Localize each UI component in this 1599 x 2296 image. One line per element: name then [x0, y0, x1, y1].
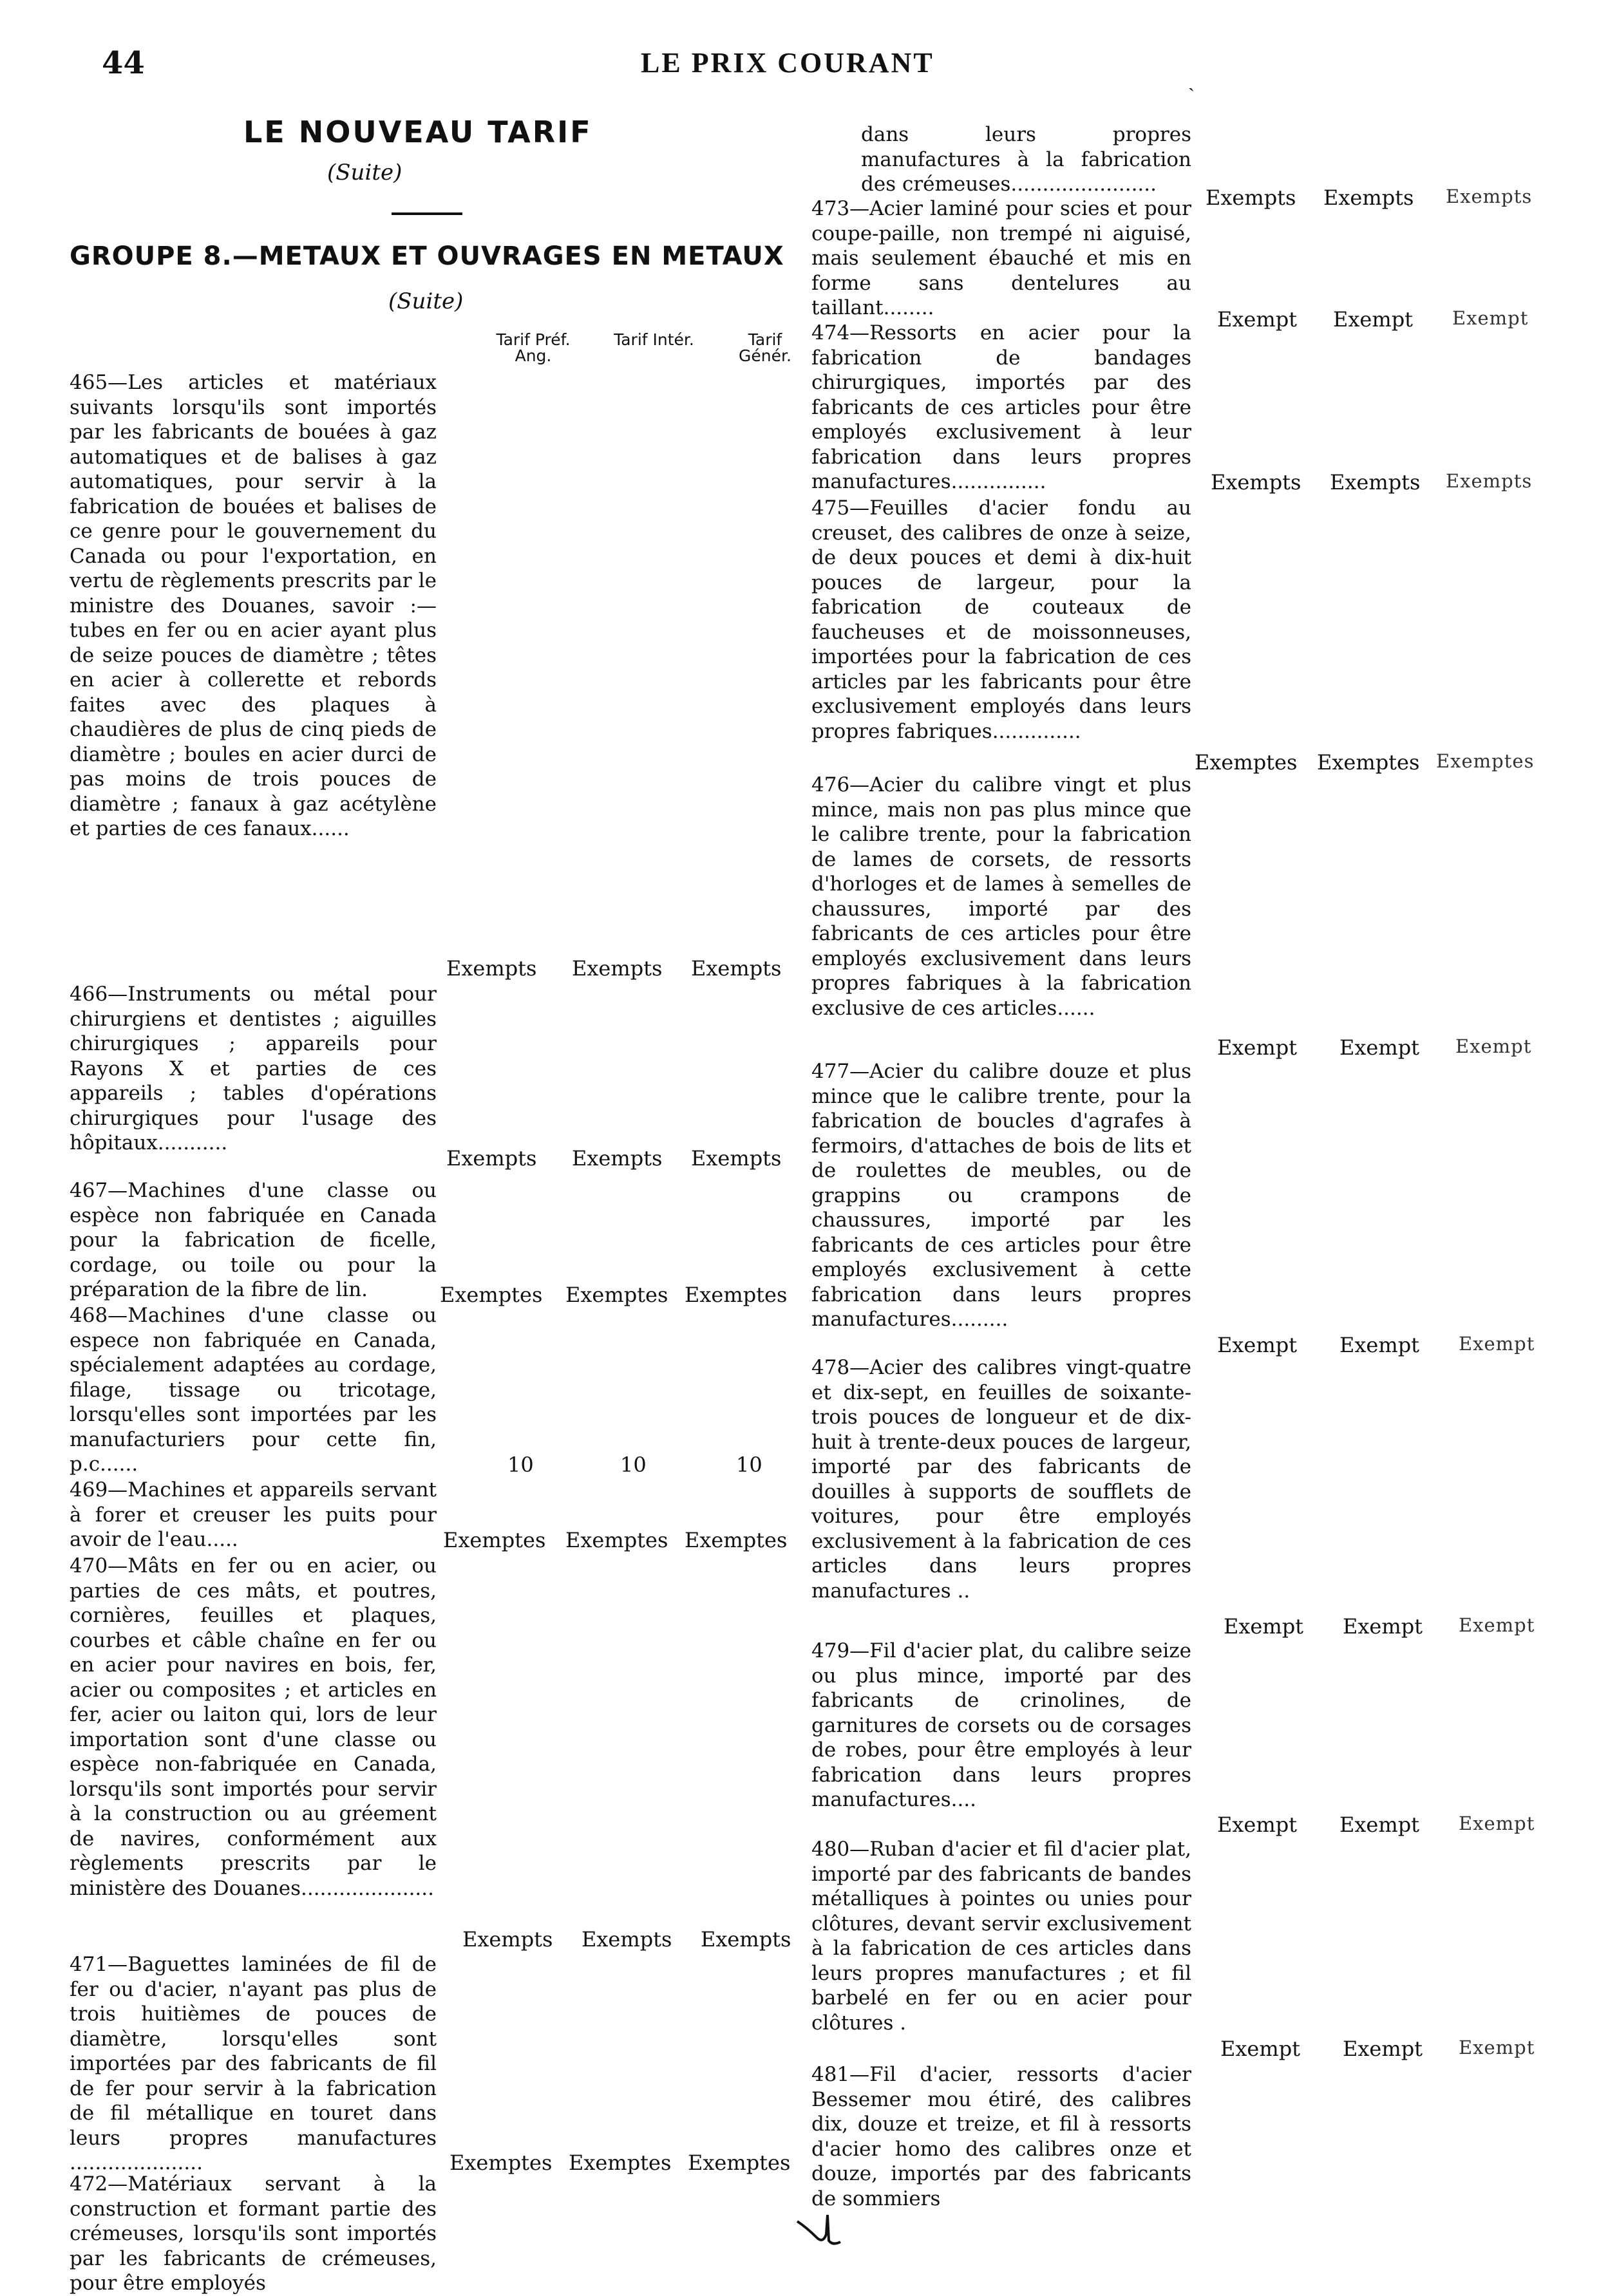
- entry-text: 477—Acier du calibre douze et plus mince que le calibre trente, pour la fabrication de boucles d'agrafes à fermoirs, d'attaches de bois de lits et de roulettes de meubles, ou de grappins ou crampons de chaussures, importé par les fabricants de ces articles pour être employés exclusivement à cette fabrication dans leurs propres manufactures.........: [811, 1060, 1191, 1331]
- rate-pref: Exempts: [462, 1927, 553, 1952]
- rate-inter: Exemptes: [565, 1283, 668, 1307]
- rate-pref: Exempts: [446, 1146, 537, 1171]
- running-head: LE PRIX COURANT: [641, 47, 934, 79]
- rate-pref: Exempts: [1211, 470, 1301, 494]
- rate-gener: Exempt: [1459, 2037, 1535, 2058]
- rate-gener: Exemptes: [685, 1528, 788, 1552]
- rate-gener: Exempt: [1459, 1614, 1535, 1636]
- entry-text: 479—Fil d'acier plat, du calibre seize ou plus mince, importé par des fabricants de crinolines, de garnitures de corsets ou de corsages de robes, pour être employés à leur fabrication dans leurs propres manufactures....: [811, 1639, 1191, 1811]
- rate-gener: Exemptes: [685, 1283, 788, 1307]
- rate-inter: Exempt: [1343, 1614, 1423, 1639]
- section-title: LE NOUVEAU TARIF: [243, 115, 592, 149]
- left-column: [70, 109, 797, 2295]
- rate-gener: Exempts: [1446, 185, 1533, 207]
- entry-text: 466—Instruments ou métal pour chirurgiens et dentistes ; aiguilles chirurgiques ; appareils pour Rayons X et parties de ces appareils ; tables d'opérations chirurgiques pour l'usage des hôpitaux...........: [70, 983, 437, 1154]
- entry-text: 475—Feuilles d'acier fondu au creuset, des calibres de onze à seize, de deux pouces et demi à dix-huit pouces de largeur, pour la fabrication de couteaux de faucheuses et de moissonneuses, importées pour la fabrication de ces articles par les fabricants pour être exclusivement employés dans leurs propres fabriques..............: [811, 496, 1191, 743]
- rate-gener: Exemptes: [1436, 750, 1535, 772]
- entry-text: 472—Matériaux servant à la construction et formant partie des crémeuses, lorsqu'ils sont importés par les fabricants de crémeuses, pour être employés: [70, 2172, 437, 2295]
- rate-gener: Exempts: [701, 1927, 791, 1952]
- rate-gener: Exempt: [1459, 1333, 1535, 1355]
- entry-text: 470—Mâts en fer ou en acier, ou parties de ces mâts, et poutres, cornières, feuilles et plaques, courbes et câble chaîne en fer ou en acier pour navires en bois, fer, acier ou composites ; et articles en fer, acier ou laiton qui, lors de leur importation sont d'une classe ou espèce non-fabriquée en Canada, lorsqu'ils sont importés pour servir à la construction ou au gréement de navires, conformément aux règlements prescrits par le ministère des Douanes.....................: [70, 1554, 437, 1900]
- right-column: [811, 109, 1584, 2234]
- entry-text: 476—Acier du calibre vingt et plus mince, mais non pas plus mince que le calibre trente, pour la fabrication de lames de corsets, de ressorts d'horloges et de lames à semelles de chaussures, importé par des fabricants de ces articles pour être employés exclusivement dans leurs propres fabriques à la fabrication exclusive de ces articles......: [811, 773, 1191, 1020]
- rate-inter: Exempts: [572, 1146, 663, 1171]
- rate-inter: Exemptes: [569, 2150, 672, 2175]
- group-suite: (Suite): [388, 288, 464, 314]
- entry-text: 468—Machines d'une classe ou espece non fabriquée en Canada, spécialement adaptées au cordage, filage, tissage ou tricotage, lorsqu'elles sont importées par les manufacturiers pour cette fin, p.c......: [70, 1304, 437, 1476]
- rate-pref: Exempt: [1224, 1614, 1304, 1639]
- rate-pref: Exempts: [1206, 185, 1296, 210]
- rate-gener: Exempts: [1446, 470, 1533, 492]
- rate-pref: Exemptes: [1195, 750, 1298, 775]
- rate-pref: Exempt: [1217, 1812, 1298, 1837]
- page-number: 44: [102, 45, 145, 81]
- entry-text: 471—Baguettes laminées de fil de fer ou d'acier, n'ayant pas plus de trois huitièmes de pouces de diamètre, lorsqu'elles sont importées par des fabricants de fil de fer pour servir à la fabrication de fil métallique en touret dans leurs propres manufactures .....................: [70, 1953, 437, 2174]
- rate-gener: 10: [736, 1453, 762, 1477]
- rate-pref: 10: [507, 1453, 534, 1477]
- rate-pref: Exemptes: [449, 2150, 553, 2175]
- entry-text: 481—Fil d'acier, ressorts d'acier Bessemer mou étiré, des calibres dix, douze et treize, et fil à ressorts d'acier homo des calibres onze et douze, importés par des fabricants de sommiers: [811, 2063, 1191, 2210]
- rate-pref: Exempt: [1217, 1035, 1298, 1060]
- entry-text: 473—Acier laminé pour scies et pour coupe-paille, non trempé ni aiguisé, mais seulement ébauché et mis en forme sans dentelures au taillant........: [811, 197, 1191, 319]
- header-tarif-pref: Tarif Préf. Ang.: [496, 330, 571, 365]
- rate-gener: Exempt: [1459, 1812, 1535, 1834]
- rate-inter: Exempt: [1343, 2037, 1423, 2061]
- rate-inter: Exempt: [1333, 307, 1414, 332]
- rate-pref: Exemptes: [440, 1283, 543, 1307]
- entry-text: dans leurs propres manufactures à la fabrication des crémeuses.......................: [861, 123, 1191, 196]
- title-suite: (Suite): [327, 160, 402, 185]
- rate-inter: 10: [620, 1453, 647, 1477]
- rate-pref: Exempt: [1217, 307, 1298, 332]
- rate-pref: Exempt: [1220, 2037, 1301, 2061]
- rate-inter: Exempts: [1330, 470, 1421, 494]
- rate-inter: Exemptes: [1317, 750, 1420, 775]
- group-heading: GROUPE 8.—METAUX ET OUVRAGES EN METAUX: [70, 241, 784, 271]
- entry-text: 467—Machines d'une classe ou espèce non fabriquée en Canada pour la fabrication de ficelle, cordage, ou toile ou pour la préparation de la fibre de lin.: [70, 1179, 437, 1301]
- rate-gener: Exempt: [1452, 307, 1529, 329]
- rate-pref: Exemptes: [443, 1528, 546, 1552]
- rate-inter: Exempts: [1323, 185, 1414, 210]
- header-tarif-gener: Tarif Génér.: [739, 330, 791, 365]
- entry-text: 469—Machines et appareils servant à forer et creuser les puits pour avoir de l'eau.....: [70, 1478, 437, 1551]
- header-tarif-inter: Tarif Intér.: [614, 330, 694, 349]
- entry-text: 465—Les articles et matériaux suivants lorsqu'ils sont importés par les fabricants de bouées à gaz automatiques et de balises à gaz automatiques, pour servir à la fabrication de bouées et balises de ce genre pour le gouvernement du Canada ou pour l'exportation, en vertu de règlements prescrits par le ministre des Douanes, savoir :—tubes en fer ou en acier ayant plus de seize pouces de diamètre ; têtes en acier à collerette et rebords faites avec des plaques à chaudières de plus de cinq pieds de diamètre ; boules en acier durci de pas moins de trois pouces de diamètre ; fanaux à gaz acétylène et parties de ces fanaux......: [70, 371, 437, 840]
- rate-gener: Exemptes: [688, 2150, 791, 2175]
- rate-inter: Exempt: [1339, 1035, 1420, 1060]
- rate-gener: Exempts: [691, 956, 782, 981]
- entry-text: 474—Ressorts en acier pour la fabrication de bandages chirurgiques, importés par des fabricants de ces articles pour être employés exclusivement à leur fabrication dans leurs propres manufactures...............: [811, 321, 1191, 493]
- rate-inter: Exempts: [582, 1927, 672, 1952]
- divider-rule: [392, 212, 462, 215]
- rate-pref: Exempts: [446, 956, 537, 981]
- rate-inter: Exempt: [1339, 1333, 1420, 1357]
- rate-pref: Exempt: [1217, 1333, 1298, 1357]
- rate-inter: Exemptes: [565, 1528, 668, 1552]
- entry-text: 480—Ruban d'acier et fil d'acier plat, importé par des fabricants de bandes métalliques à pointes ou unies pour clôtures, devant servir exclusivement à la fabrication de ces articles dans leurs propres manufactures ; et fil barbelé en fer ou en acier pour clôtures .: [811, 1838, 1191, 2035]
- rate-gener: Exempts: [691, 1146, 782, 1171]
- rate-inter: Exempt: [1339, 1812, 1420, 1837]
- rate-inter: Exempts: [572, 956, 663, 981]
- stray-mark: ˎ: [1188, 70, 1195, 92]
- rate-gener: Exempt: [1455, 1035, 1532, 1057]
- entry-text: 478—Acier des calibres vingt-quatre et dix-sept, en feuilles de soixante-trois pouces de longueur et de dix-huit à trente-deux pouces de largeur, importé par des fabricants de douilles à supports de soufflets de voitures, pour être employés exclusivement à la fabrication de ces articles dans leurs propres manufactures ..: [811, 1356, 1191, 1603]
